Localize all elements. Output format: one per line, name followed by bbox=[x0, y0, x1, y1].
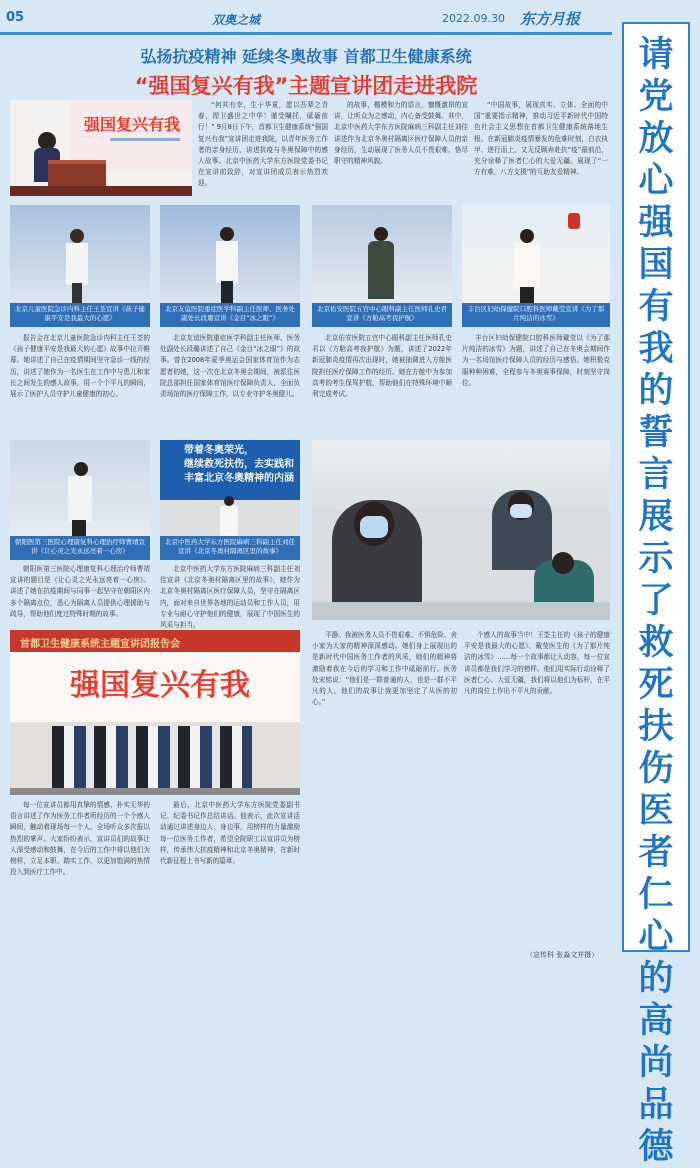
caption-liujia: 北京中医药大学东方医院麻病三科副主任刘佳宣讲《北京冬奥村隔离区里的故事》 bbox=[160, 536, 300, 560]
screen-text bbox=[184, 444, 294, 486]
side-slogan: 请 党 放 心 强 国 有 我 的 誓 言 展 示 了 救 死 扶 伤 医 者 仁 心 的 高 尚 品 德 bbox=[638, 35, 674, 1167]
paper-name: 东方月报 bbox=[520, 10, 581, 28]
caption-daiying: 丰台区妇幼保健院口腔科医师戴莹宣讲《为了那片纯洁的冰雪》 bbox=[462, 303, 610, 327]
bottom-text-4: 个感人的故事当中！王荃主任的《孩子的健康平安是我最大的心愿》、戴莹医生的《为了那片纯洁的冰雪》……每一个故事都让人动容，每一位宣讲员都是我们学习的榜样。他们用实际行动诠释了医者仁心、大爱无疆，我们将以他们为标杆，在平凡的岗位上作出不平凡的贡献。 bbox=[464, 631, 610, 696]
story-column-1 bbox=[10, 333, 150, 433]
lead-text-1: “何其有幸，生于华夏，愿以吾辈之青春，捍卫盛世之中华！谨受嘱托，砥砺前行！” 9月8日下午，首都卫生健康系统“强国复兴有我”宣讲团走进我院，以青年医务工作者的亲身经历，讲述抗疫与冬奥保障中的感人故事。北京中医药大学东方医院党委书记在宣讲前致辞，对宣讲团成员表示热烈欢迎。 bbox=[198, 101, 328, 188]
lead-column-3 bbox=[474, 100, 608, 190]
story-text-3: 北京佑安医院五官中心眼科副主任医师孔史君以《方舱高考我护航》为题，讲述了2022年新冠肺炎疫情再次出现时，她被抽调进入方舱医院担任医疗保障工作的经历。她在方舱中为参加高考的考生保驾护航，帮助他们在特殊环境中顺利完成考试。 bbox=[312, 334, 452, 399]
photo-speaker-duanlu bbox=[160, 205, 300, 303]
screen-line-1: 带着冬奥荣光， bbox=[184, 445, 254, 456]
photo-speaker-daiying bbox=[462, 205, 610, 303]
bottom-column-4 bbox=[464, 630, 610, 946]
issue-date: 2022.09.30 bbox=[442, 12, 505, 25]
headline-sub: 弘扬抗疫精神 延续冬奥故事 首都卫生健康系统 bbox=[140, 47, 472, 66]
screen-line-3: 丰富北京冬奥精神的内涵 bbox=[184, 473, 294, 484]
section-name: 双奥之城 bbox=[212, 13, 261, 27]
page-number: 05 bbox=[6, 10, 25, 25]
stage-banner-text: 首都卫生健康系统主题宣讲团报告会 bbox=[20, 639, 180, 650]
caption-duanlu: 北京友谊医院重症医学科副主任医师、医务处副处长段璐宣讲《金目“冰之眼”》 bbox=[160, 303, 300, 327]
story-column-3 bbox=[312, 333, 452, 433]
stage-slogan: 强国复兴有我 bbox=[70, 668, 250, 703]
banner-text: 强国复兴有我 bbox=[84, 115, 181, 134]
photo-speaker-wangquan bbox=[10, 205, 150, 303]
caption-caojing: 朝阳医第三医院心理康复科心理治疗师曹靖宣讲《让心灵之光永远亮着一心房》 bbox=[10, 536, 150, 560]
middle-text-1: 朝阳医第三医院心理康复科心理治疗师曹靖宣讲的题目是《让心灵之光永远亮着一心房》。讲述了她在抗疫期间与同事一起坚守在朝阳区内多个隔离点位，悉心为隔离人员提供心理援助与疏导，帮助他们度过特殊时期的故事。 bbox=[10, 565, 150, 618]
story-text-2: 北京友谊医院重症医学科副主任医师、医务处副处长段璐讲述了自己《金目“冰之眼”》的故事。曾在2008年夏季奥运会国家体育馆作为志愿者的她，这一次在北京冬奥会期间，被派往医院总部担任国家体育馆医疗保障负责人，全面负责场馆的医疗保障工作，以专业守护冬奥健儿。 bbox=[160, 334, 300, 399]
bottom-column-1 bbox=[10, 800, 150, 950]
bottom-text-3: 平静。我被医务人员不畏艰难、不惧危险、舍小家为大家的精神深深感动。她们身上展现出的是新时代中国医务工作者的风采，她们的精神将激励着我在今后的学习和工作中砥砺前行。医务处宋铭说：“他们是一群普通的人，也是一群不平凡的人，他们的故事让我更加坚定了从医的初心。” bbox=[312, 631, 457, 707]
screen-line-2: 继续救死扶伤，去实践和 bbox=[184, 459, 294, 470]
lead-column-2 bbox=[334, 100, 468, 190]
bottom-column-2 bbox=[160, 800, 300, 950]
bottom-text-1: 每一位宣讲员都用真挚的情感、朴实无华的语言讲述了作为医务工作者所经历的一个个感人瞬间，触动着现场每一个人。全场听众多次报以热烈的掌声。大家纷纷表示，宣讲员们的故事让人深受感动和鼓舞，在今后的工作中将以他们为榜样，立足本职、踏实工作，以更加饱满的热情投入到医疗工作中。 bbox=[10, 801, 150, 877]
middle-column-1 bbox=[10, 564, 150, 628]
bottom-column-3 bbox=[312, 630, 457, 948]
photo-speaker-kongshijun bbox=[312, 205, 452, 303]
header-rule bbox=[0, 32, 612, 35]
middle-text-2: 北京中医药大学东方医院麻病三科副主任刘佳宣讲《北京冬奥村隔离区里的故事》，她作为北京冬奥村隔离区医疗保障人员，坚守在隔离区内，面对来自世界各地的运动员和工作人员，用专业与耐心守护他们的健康，展现了中国医生的风采与担当。 bbox=[160, 565, 300, 630]
story-column-4 bbox=[462, 333, 610, 433]
bottom-text-2: 最后，北京中医药大学东方医院党委副书记、纪委书记作总结讲话。他表示，此次宣讲活动通过讲述身边人、身边事，用榜样的力量激励每一位医务工作者，希望全院职工以宣讲员为榜样，传承伟大抗疫精神和北京冬奥精神，在新时代新征程上书写新的篇章。 bbox=[160, 801, 300, 866]
photo-speaker-liujia bbox=[160, 440, 300, 536]
photo-audience bbox=[312, 440, 610, 620]
middle-column-2 bbox=[160, 564, 300, 628]
story-column-2 bbox=[160, 333, 300, 433]
page-header bbox=[0, 6, 612, 36]
photo-podium-opening bbox=[10, 100, 192, 196]
headline-main: “强国复兴有我”主题宣讲团走进我院 bbox=[134, 74, 478, 98]
caption-kongshijun: 北京佑安医院五官中心眼科副主任医师孔史君宣讲《方舱高考我护航》 bbox=[312, 303, 452, 327]
photo-speaker-caojing bbox=[10, 440, 150, 536]
photo-group-stage bbox=[10, 630, 300, 795]
story-text-4: 丰台区妇幼保健院口腔科医师戴莹以《为了那片纯洁的冰雪》为题，讲述了自己在冬奥会期间作为一名场馆医疗保障人员的经历与感悟。她积极克服种种困难，全程参与冬奥赛事保障，时刻坚守岗位。 bbox=[462, 334, 610, 387]
side-slogan-box bbox=[622, 22, 690, 1167]
lead-column-1 bbox=[198, 100, 328, 190]
lead-text-2: 的故事，楷模和力的语言，慷慨激昂的宣讲，让听众为之感动，内心备受鼓舞。其中，北京中医药大学东方医院麻病三科副主任刘佳讲述作为北京冬奥村隔离区医疗保障人员的亲身经历，生动展现了医务人员不畏艰难、恪尽职守的精神风貌。 bbox=[334, 101, 468, 166]
story-text-1: 报告会在北京儿童医院急诊内科主任王荃的《孩子健康平安是我最大的心愿》故事中拉开帷幕。她讲述了自己在疫情期间坚守急诊一线的经历，讲述了她作为一名医生在工作中与患儿和家长之间发生的感人故事，用一个个平凡的瞬间，展示了医护人员守护儿童健康的初心。 bbox=[10, 334, 150, 399]
caption-wangquan: 北京儿童医院急诊内科主任王荃宣讲《孩子健康平安是我最大的心愿》 bbox=[10, 303, 150, 327]
lead-text-3: “中国故事，展现真实、立体、全面的中国”重要指示精神，推动习近平新时代中国特色社会主义思想在首都卫生健康系统落地生根。在新冠肺炎疫情暴发的危难时刻，白衣执甲、逆行而上，又无反顾奔赴抗“疫”最前沿，充分诠释了医者仁心的大爱无疆。展现了“一方有难，八方支援”的互助友爱精神。 bbox=[474, 101, 608, 177]
photo-credit: （宣传科 张淼文并摄） bbox=[526, 951, 599, 959]
